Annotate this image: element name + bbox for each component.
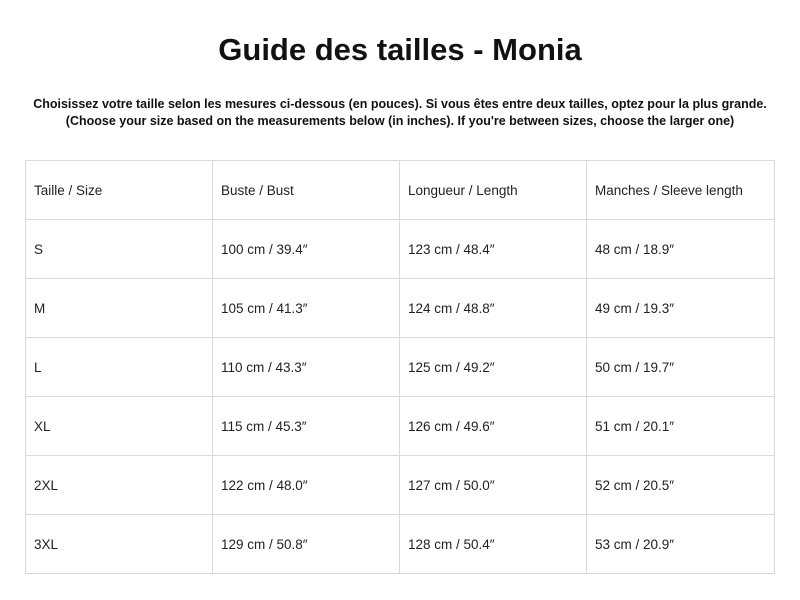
bust-cell: 105 cm / 41.3″	[213, 279, 400, 338]
length-cell: 126 cm / 49.6″	[400, 397, 587, 456]
length-cell: 128 cm / 50.4″	[400, 515, 587, 574]
sleeve-cell: 49 cm / 19.3″	[587, 279, 775, 338]
sleeve-cell: 53 cm / 20.9″	[587, 515, 775, 574]
length-cell: 124 cm / 48.8″	[400, 279, 587, 338]
size-cell: XL	[26, 397, 213, 456]
length-cell: 127 cm / 50.0″	[400, 456, 587, 515]
instructions-french: Choisissez votre taille selon les mesures ci-dessous (en pouces). Si vous êtes entre deux tailles, optez pour la plus grande.	[33, 97, 767, 111]
bust-cell: 100 cm / 39.4″	[213, 220, 400, 279]
page-title: Guide des tailles - Monia	[218, 32, 582, 67]
size-cell: L	[26, 338, 213, 397]
size-cell: 3XL	[26, 515, 213, 574]
sleeve-cell: 52 cm / 20.5″	[587, 456, 775, 515]
header-length: Longueur / Length	[400, 161, 587, 220]
size-cell: 2XL	[26, 456, 213, 515]
sleeve-cell: 51 cm / 20.1″	[587, 397, 775, 456]
table-row	[26, 338, 775, 397]
length-cell: 123 cm / 48.4″	[400, 220, 587, 279]
header-size: Taille / Size	[26, 161, 213, 220]
bust-cell: 110 cm / 43.3″	[213, 338, 400, 397]
size-chart-table	[25, 160, 775, 574]
table-row	[26, 515, 775, 574]
table-header-row	[26, 161, 775, 220]
header-sleeve-length: Manches / Sleeve length	[587, 161, 775, 220]
bust-cell: 115 cm / 45.3″	[213, 397, 400, 456]
instructions-english: (Choose your size based on the measurements below (in inches). If you're between sizes, choose the larger one)	[65, 114, 735, 128]
table-row	[26, 279, 775, 338]
sleeve-cell: 48 cm / 18.9″	[587, 220, 775, 279]
bust-cell: 122 cm / 48.0″	[213, 456, 400, 515]
header-bust: Buste / Bust	[213, 161, 400, 220]
table-row	[26, 456, 775, 515]
size-cell: M	[26, 279, 213, 338]
size-cell: S	[26, 220, 213, 279]
sleeve-cell: 50 cm / 19.7″	[587, 338, 775, 397]
instructions	[0, 96, 800, 130]
bust-cell: 129 cm / 50.8″	[213, 515, 400, 574]
length-cell: 125 cm / 49.2″	[400, 338, 587, 397]
table-row	[26, 397, 775, 456]
table-row	[26, 220, 775, 279]
